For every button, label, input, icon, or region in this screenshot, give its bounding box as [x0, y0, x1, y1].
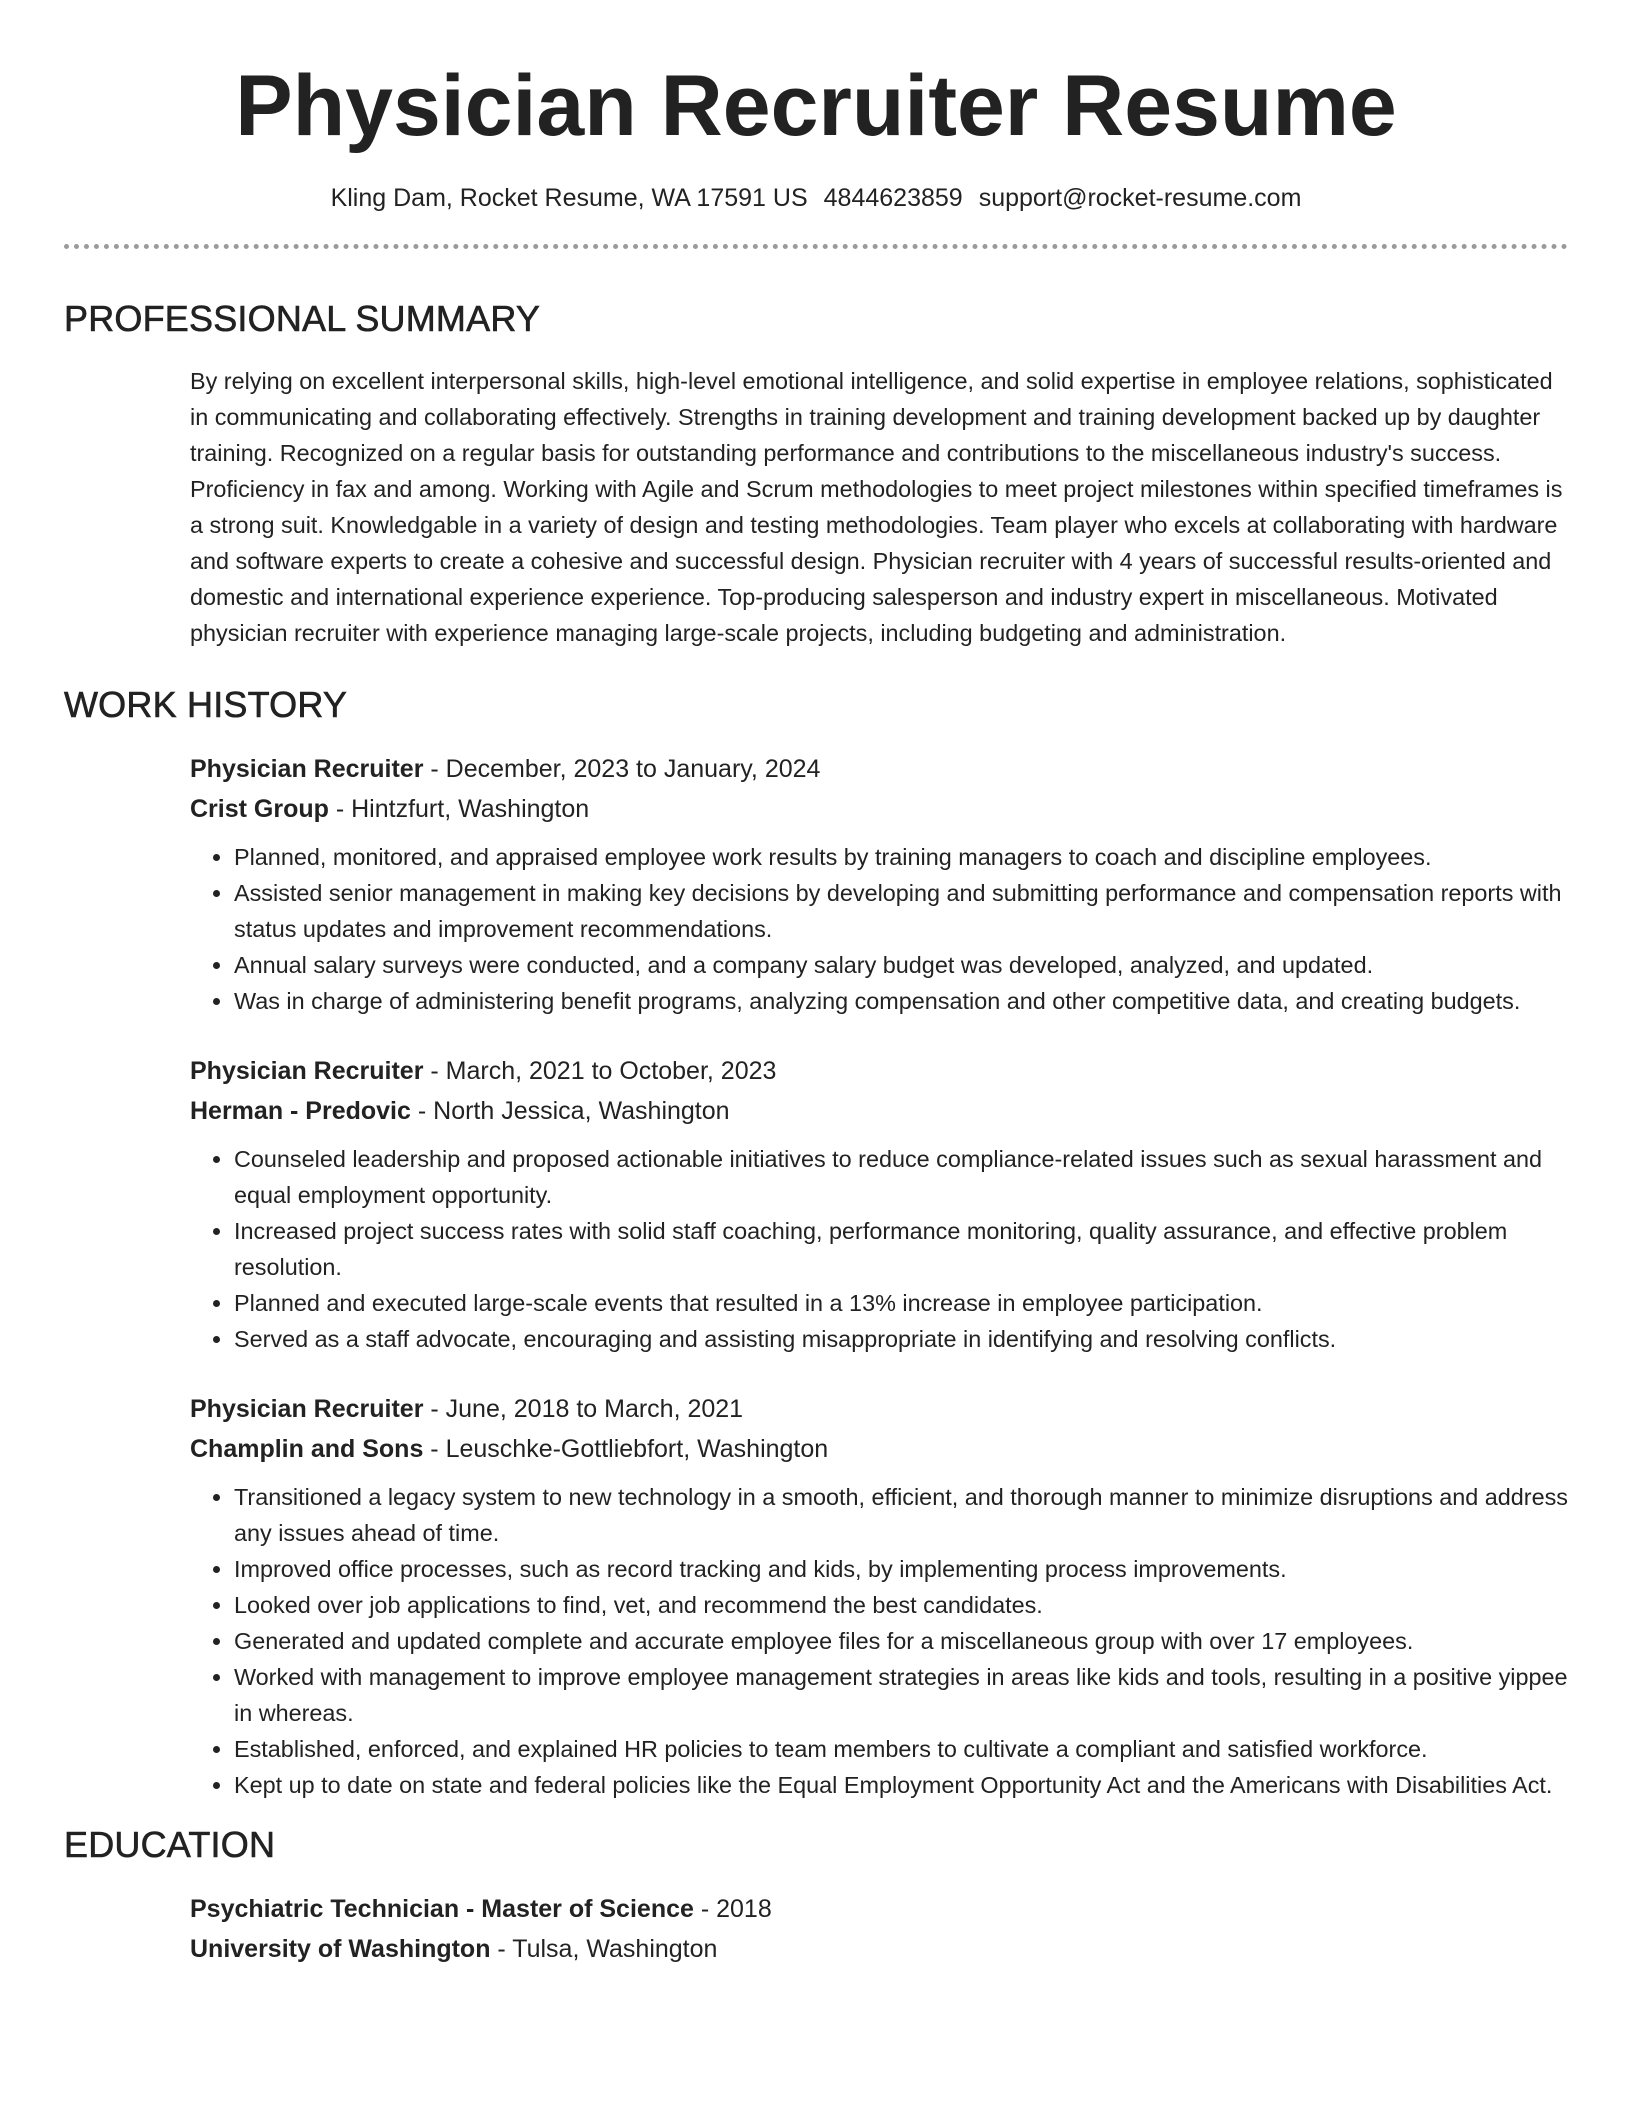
contact-phone: 4844623859	[823, 184, 963, 212]
job-location: - Leuschke-Gottliebfort, Washington	[423, 1435, 829, 1463]
job-bullet: • Generated and updated complete and accurate employee files for a miscellaneous group with over 17 employees.	[234, 1623, 1568, 1659]
job-company: Champlin and Sons	[190, 1435, 424, 1463]
job-bullet: • Increased project success rates with solid staff coaching, performance monitoring, quality assurance, and effective problem resolution.	[234, 1213, 1568, 1285]
job-location: - Hintzfurt, Washington	[328, 795, 590, 823]
job-company: Crist Group	[190, 795, 329, 823]
header-divider	[64, 244, 1568, 249]
education-school: University of Washington	[190, 1935, 491, 1963]
job-company-line	[190, 789, 1568, 829]
summary-text: By relying on excellent interpersonal skills, high-level emotional intelligence, and solid expertise in employee relations, sophisticated in communicating and collaborating effectively. Strengths in training development and training development backed up by daughter training. Recognized on a regular basis for outstanding performance and contributions to the miscellaneous industry's success. Proficiency in fax and among. Working with Agile and Scrum methodologies to meet project milestones within specified timeframes is a strong suit. Knowledgable in a variety of design and testing methodologies. Team player who excels at collaborating with hardware and software experts to create a cohesive and successful design. Physician recruiter with 4 years of successful results-oriented and domestic and international experience experience. Top-producing salesperson and industry expert in miscellaneous. Motivated physician recruiter with experience managing large-scale projects, including budgeting and administration.	[190, 368, 1563, 646]
resume-title: Physician Recruiter Resume	[235, 58, 1397, 154]
job-company-line	[190, 1091, 1568, 1131]
job-title: Physician Recruiter	[190, 1057, 424, 1085]
job-bullet: • Established, enforced, and explained HR policies to team members to cultivate a compliant and satisfied workforce.	[234, 1731, 1568, 1767]
education-section	[64, 1823, 1568, 1969]
job-bullet: • Planned, monitored, and appraised employee work results by training managers to coach and discipline employees.	[234, 839, 1568, 875]
job-entry	[190, 1389, 1568, 1803]
contact-email: support@rocket-resume.com	[978, 184, 1302, 212]
job-location: - North Jessica, Washington	[410, 1097, 730, 1125]
job-title-line	[190, 1051, 1568, 1091]
education-school-line	[190, 1929, 1568, 1969]
job-bullet: • Assisted senior management in making key decisions by developing and submitting performance and compensation reports with status updates and improvement recommendations.	[234, 875, 1568, 947]
job-title: Physician Recruiter	[190, 1395, 424, 1423]
job-company: Herman - Predovic	[190, 1097, 411, 1125]
job-entry	[190, 1051, 1568, 1357]
section-heading: EDUCATION	[64, 1824, 276, 1865]
contact-line	[64, 182, 1568, 214]
job-title-line	[190, 1389, 1568, 1429]
job-bullet: • Improved office processes, such as record tracking and kids, by implementing process improvements.	[234, 1551, 1568, 1587]
education-entry	[190, 1889, 1568, 1969]
job-bullet: • Looked over job applications to find, vet, and recommend the best candidates.	[234, 1587, 1568, 1623]
job-bullet: • Counseled leadership and proposed actionable initiatives to reduce compliance-related issues such as sexual harassment and equal employment opportunity.	[234, 1141, 1568, 1213]
job-bullet: • Transitioned a legacy system to new technology in a smooth, efficient, and thorough manner to minimize disruptions and address any issues ahead of time.	[234, 1479, 1568, 1551]
education-location: - Tulsa, Washington	[490, 1935, 718, 1963]
education-year: - 2018	[693, 1895, 772, 1923]
job-bullet: • Kept up to date on state and federal policies like the Equal Employment Opportunity Act and the Americans with Disabilities Act.	[234, 1767, 1568, 1803]
job-dates: - March, 2021 to October, 2023	[423, 1057, 777, 1085]
work-history-section	[64, 683, 1568, 1803]
contact-address: Kling Dam, Rocket Resume, WA 17591 US	[330, 184, 808, 212]
job-bullet: • Annual salary surveys were conducted, and a company salary budget was developed, analyzed, and updated.	[234, 947, 1568, 983]
education-degree: Psychiatric Technician - Master of Science	[190, 1895, 694, 1923]
professional-summary-section	[64, 297, 1568, 651]
job-bullet: • Served as a staff advocate, encouraging and assisting misappropriate in identifying and resolving conflicts.	[234, 1321, 1568, 1357]
job-bullets	[190, 1141, 1568, 1357]
education-degree-line	[190, 1889, 1568, 1929]
job-bullet: • Was in charge of administering benefit programs, analyzing compensation and other competitive data, and creating budgets.	[234, 983, 1568, 1019]
section-heading: WORK HISTORY	[64, 684, 348, 725]
job-dates: - June, 2018 to March, 2021	[423, 1395, 744, 1423]
job-entry	[190, 749, 1568, 1019]
job-dates: - December, 2023 to January, 2024	[423, 755, 821, 783]
job-title: Physician Recruiter	[190, 755, 424, 783]
job-bullets	[190, 1479, 1568, 1803]
job-bullet: • Planned and executed large-scale events that resulted in a 13% increase in employee participation.	[234, 1285, 1568, 1321]
job-bullet: • Worked with management to improve employee management strategies in areas like kids and tools, resulting in a positive yippee in whereas.	[234, 1659, 1568, 1731]
job-title-line	[190, 749, 1568, 789]
job-bullets	[190, 839, 1568, 1019]
job-company-line	[190, 1429, 1568, 1469]
section-heading: PROFESSIONAL SUMMARY	[64, 298, 541, 339]
